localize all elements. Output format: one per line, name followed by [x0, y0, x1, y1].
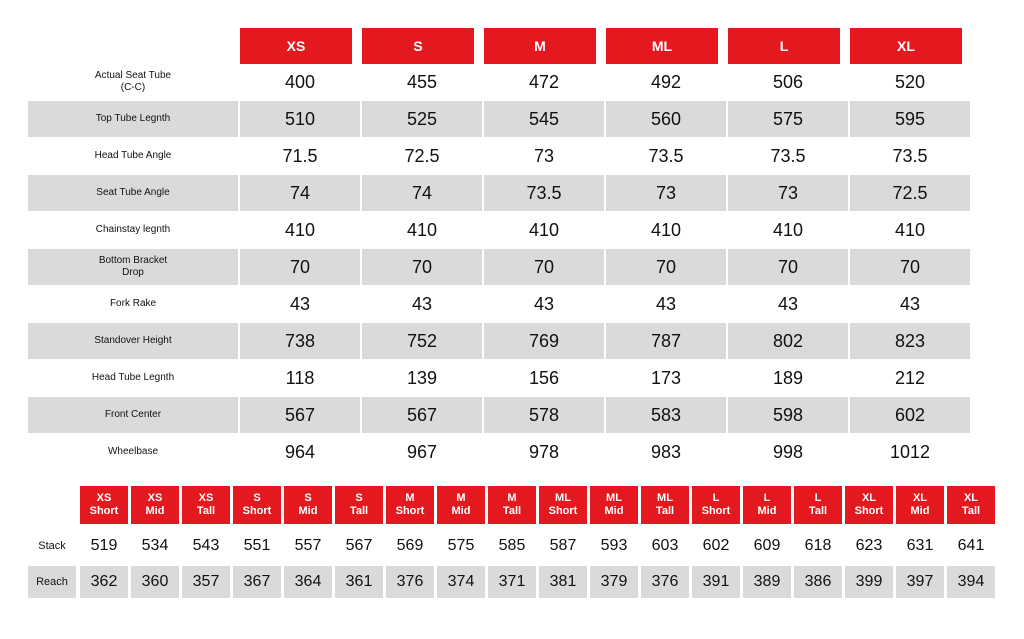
stack-reach-cell: 394	[947, 566, 995, 598]
col-header-variant: Short	[701, 505, 731, 517]
col-header-size: XL	[963, 492, 979, 504]
geometry-cell: 525	[362, 101, 482, 137]
stack-reach-col-header	[386, 486, 434, 524]
col-header-size: XL	[861, 492, 877, 504]
stack-reach-cell: 389	[743, 566, 791, 598]
col-header-size: M	[507, 492, 517, 504]
geometry-cell: 595	[850, 101, 970, 137]
geometry-cell: 73	[728, 175, 848, 211]
stack-reach-row	[28, 566, 995, 598]
col-header-variant: Tall	[961, 505, 981, 517]
stack-reach-cell: 609	[753, 537, 781, 554]
geometry-row-label	[28, 101, 238, 137]
geometry-cell: 72.5	[850, 175, 970, 211]
stack-reach-row-label: Stack	[38, 540, 66, 552]
geometry-cell: 567	[240, 397, 360, 433]
geometry-cell: 560	[606, 101, 726, 137]
geometry-row	[28, 138, 958, 174]
geometry-cell: 43	[777, 293, 799, 314]
size-header-m: M	[484, 28, 596, 64]
geometry-table	[28, 28, 958, 471]
geometry-cell: 400	[284, 71, 316, 92]
stack-reach-col-header	[335, 486, 383, 524]
geometry-cell: 602	[850, 397, 970, 433]
geometry-cell: 455	[406, 71, 438, 92]
stack-reach-row	[28, 530, 995, 562]
geometry-row-label	[28, 212, 238, 248]
size-header-xl: XL	[850, 28, 962, 64]
geometry-cell: 410	[650, 219, 682, 240]
stack-reach-cell: 360	[131, 566, 179, 598]
stack-reach-col-header	[641, 486, 689, 524]
stack-reach-cell: 557	[294, 537, 322, 554]
geometry-cell: 545	[484, 101, 604, 137]
stack-reach-cell: 569	[396, 537, 424, 554]
col-header-variant: Short	[854, 505, 884, 517]
geometry-cell: 823	[850, 323, 970, 359]
stack-reach-cell: 551	[243, 537, 271, 554]
geometry-cell: 70	[362, 249, 482, 285]
geometry-cell: 73.5	[892, 145, 928, 166]
geometry-cell: 472	[528, 71, 560, 92]
col-header-size: ML	[606, 492, 622, 504]
col-header-variant: Tall	[502, 505, 522, 517]
geometry-row-label-line: Head Tube Angle	[94, 150, 172, 161]
size-header-ml: ML	[606, 28, 718, 64]
geometry-cell: 73	[606, 175, 726, 211]
stack-reach-row-label: Reach	[28, 566, 76, 598]
stack-reach-col-header	[80, 486, 128, 524]
size-header-s: S	[362, 28, 474, 64]
geometry-cell: 70	[728, 249, 848, 285]
geometry-row-label-line: Wheelbase	[107, 446, 159, 457]
stack-reach-header-row	[28, 486, 995, 524]
col-header-variant: Tall	[808, 505, 828, 517]
stack-reach-col-header	[794, 486, 842, 524]
stack-reach-cell: 376	[386, 566, 434, 598]
stack-reach-cell: 391	[692, 566, 740, 598]
stack-reach-cell: 371	[488, 566, 536, 598]
geometry-row-label	[28, 249, 238, 285]
geometry-row-label	[28, 138, 238, 174]
geometry-cell: 1012	[889, 441, 931, 462]
geometry-row-label	[28, 434, 238, 470]
geometry-cell: 787	[606, 323, 726, 359]
geometry-cell: 72.5	[404, 145, 440, 166]
geometry-row	[28, 397, 958, 433]
geometry-row-label-line: (C-C)	[120, 82, 146, 93]
stack-reach-cell: 381	[539, 566, 587, 598]
col-header-size: S	[304, 492, 312, 504]
geometry-cell: 578	[484, 397, 604, 433]
geometry-cell: 43	[899, 293, 921, 314]
col-header-size: XS	[147, 492, 163, 504]
geometry-row	[28, 286, 958, 322]
stack-reach-table	[28, 486, 995, 602]
geometry-row	[28, 212, 958, 248]
stack-reach-cell: 361	[335, 566, 383, 598]
stack-reach-col-header	[539, 486, 587, 524]
stack-reach-col-header	[590, 486, 638, 524]
col-header-variant: Short	[242, 505, 272, 517]
stack-reach-col-header	[233, 486, 281, 524]
geometry-row-label-line: Bottom Bracket	[98, 255, 168, 266]
col-header-size: M	[405, 492, 415, 504]
geometry-cell: 70	[606, 249, 726, 285]
col-header-size: S	[355, 492, 363, 504]
geometry-row	[28, 249, 958, 285]
geometry-cell: 752	[362, 323, 482, 359]
geometry-row-label-line: Seat Tube Angle	[96, 187, 170, 198]
stack-reach-col-header	[896, 486, 944, 524]
geometry-row-label	[28, 323, 238, 359]
geometry-row-label-line: Actual Seat Tube	[94, 70, 172, 81]
geometry-cell: 43	[289, 293, 311, 314]
stack-reach-col-header	[743, 486, 791, 524]
stack-reach-cell: 543	[192, 537, 220, 554]
geometry-row-label	[28, 175, 238, 211]
col-header-variant: Mid	[451, 505, 471, 517]
geometry-row-label	[28, 360, 238, 396]
col-header-size: XS	[198, 492, 214, 504]
col-header-variant: Tall	[196, 505, 216, 517]
stack-reach-col-header	[182, 486, 230, 524]
stack-reach-cell: 379	[590, 566, 638, 598]
geometry-row	[28, 360, 958, 396]
stack-reach-cell: 631	[906, 537, 934, 554]
stack-reach-cell: 623	[855, 537, 883, 554]
stack-reach-cell: 357	[182, 566, 230, 598]
geometry-cell: 118	[285, 367, 315, 388]
size-header-l: L	[728, 28, 840, 64]
stack-reach-col-header	[692, 486, 740, 524]
geometry-cell: 583	[606, 397, 726, 433]
geometry-cell: 43	[533, 293, 555, 314]
stack-reach-cell: 386	[794, 566, 842, 598]
stack-reach-cell: 602	[702, 537, 730, 554]
col-header-size: L	[712, 492, 720, 504]
stack-reach-cell: 587	[549, 537, 577, 554]
geometry-row	[28, 101, 958, 137]
geometry-cell: 189	[772, 367, 804, 388]
geometry-row-label-line: Head Tube Legnth	[91, 372, 175, 383]
geometry-cell: 492	[650, 71, 682, 92]
stack-reach-cell: 399	[845, 566, 893, 598]
col-header-size: XS	[96, 492, 112, 504]
geometry-cell: 567	[362, 397, 482, 433]
geometry-row-label-line: Fork Rake	[109, 298, 157, 309]
geometry-cell: 575	[728, 101, 848, 137]
stack-reach-col-header	[488, 486, 536, 524]
stack-reach-cell: 618	[804, 537, 832, 554]
col-header-size: S	[253, 492, 261, 504]
stack-reach-col-header	[284, 486, 332, 524]
stack-reach-cell: 397	[896, 566, 944, 598]
col-header-size: ML	[657, 492, 673, 504]
geometry-row	[28, 434, 958, 470]
geometry-row-label-line: Front Center	[104, 409, 162, 420]
col-header-variant: Tall	[349, 505, 369, 517]
geometry-row	[28, 64, 958, 100]
geometry-row-label-line: Standover Height	[94, 335, 172, 346]
geometry-cell: 70	[240, 249, 360, 285]
stack-reach-cell: 362	[80, 566, 128, 598]
geometry-cell: 74	[362, 175, 482, 211]
stack-reach-col-header	[947, 486, 995, 524]
geometry-cell: 410	[772, 219, 804, 240]
geometry-row-label	[28, 286, 238, 322]
col-header-variant: Mid	[757, 505, 777, 517]
stack-reach-cell: 519	[90, 537, 118, 554]
geometry-cell: 964	[284, 441, 316, 462]
col-header-variant: Short	[89, 505, 119, 517]
geometry-cell: 212	[894, 367, 926, 388]
geometry-cell: 983	[650, 441, 682, 462]
geometry-cell: 70	[850, 249, 970, 285]
geometry-cell: 70	[484, 249, 604, 285]
geometry-row-label	[28, 397, 238, 433]
geometry-cell: 802	[728, 323, 848, 359]
geometry-cell: 520	[894, 71, 926, 92]
col-header-size: M	[456, 492, 466, 504]
geometry-row	[28, 175, 958, 211]
geometry-row-label	[28, 64, 238, 100]
geometry-cell: 43	[655, 293, 677, 314]
geometry-cell: 598	[728, 397, 848, 433]
geometry-cell: 71.5	[282, 145, 318, 166]
stack-reach-col-header	[845, 486, 893, 524]
geometry-cell: 506	[772, 71, 804, 92]
stack-reach-cell: 567	[345, 537, 373, 554]
geometry-cell: 769	[484, 323, 604, 359]
geometry-cell: 73	[533, 145, 555, 166]
geometry-cell: 410	[528, 219, 560, 240]
col-header-size: ML	[555, 492, 571, 504]
geometry-cell: 410	[284, 219, 316, 240]
stack-reach-cell: 593	[600, 537, 628, 554]
geometry-cell: 73.5	[648, 145, 684, 166]
stack-reach-col-header	[131, 486, 179, 524]
col-header-variant: Mid	[145, 505, 165, 517]
geometry-cell: 73.5	[484, 175, 604, 211]
geometry-cell: 173	[650, 367, 682, 388]
geometry-cell: 410	[894, 219, 926, 240]
stack-reach-cell: 575	[447, 537, 475, 554]
geometry-cell: 43	[411, 293, 433, 314]
stack-reach-cell: 585	[498, 537, 526, 554]
geometry-row	[28, 323, 958, 359]
stack-reach-col-header	[437, 486, 485, 524]
stack-reach-cell: 376	[641, 566, 689, 598]
col-header-size: XL	[912, 492, 928, 504]
geometry-cell: 738	[240, 323, 360, 359]
stack-reach-cell: 364	[284, 566, 332, 598]
geometry-row-label-line: Drop	[122, 267, 144, 278]
col-header-variant: Mid	[604, 505, 624, 517]
col-header-variant: Mid	[298, 505, 318, 517]
stack-reach-cell: 603	[651, 537, 679, 554]
col-header-size: L	[814, 492, 822, 504]
stack-reach-cell: 374	[437, 566, 485, 598]
col-header-variant: Short	[548, 505, 578, 517]
stack-reach-cell: 367	[233, 566, 281, 598]
col-header-variant: Tall	[655, 505, 675, 517]
geometry-cell: 139	[406, 367, 438, 388]
geometry-cell: 73.5	[770, 145, 806, 166]
geometry-row-label-line: Top Tube Legnth	[95, 113, 171, 124]
col-header-size: L	[763, 492, 771, 504]
size-header-xs: XS	[240, 28, 352, 64]
stack-reach-cell: 534	[141, 537, 169, 554]
col-header-variant: Mid	[910, 505, 930, 517]
geometry-header-row	[28, 28, 958, 64]
geometry-cell: 510	[240, 101, 360, 137]
geometry-cell: 978	[528, 441, 560, 462]
geometry-cell: 74	[240, 175, 360, 211]
geometry-cell: 998	[772, 441, 804, 462]
stack-reach-cell: 641	[957, 537, 985, 554]
geometry-cell: 410	[406, 219, 438, 240]
geometry-cell: 156	[528, 367, 560, 388]
geometry-row-label-line: Chainstay legnth	[95, 224, 171, 235]
geometry-cell: 967	[406, 441, 438, 462]
col-header-variant: Short	[395, 505, 425, 517]
